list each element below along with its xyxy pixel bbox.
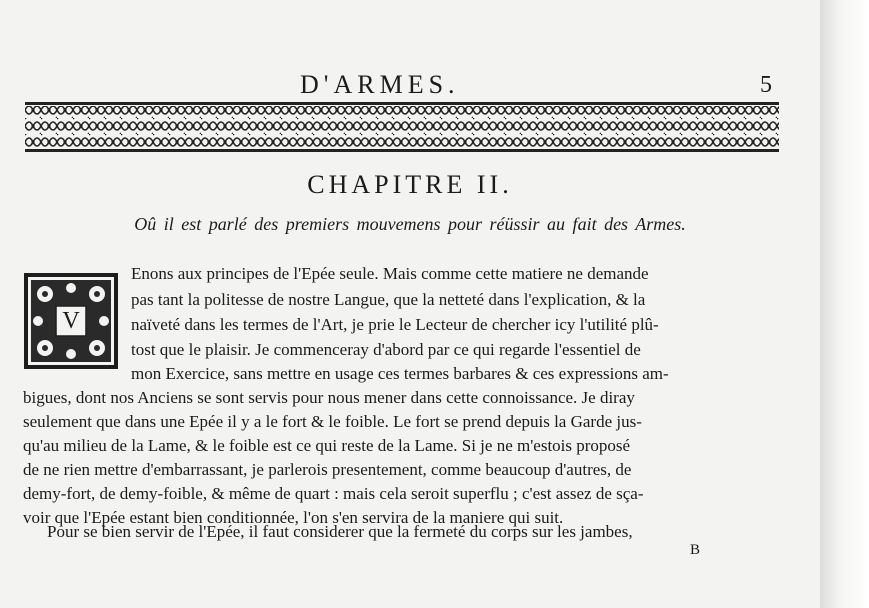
body-line-1: Enons aux principes de l'Epée seule. Mais comme cette matiere ne demande bbox=[131, 264, 649, 283]
body-line-6: bigues, dont nos Anciens se sont servis pour nous mener dans cette connoissance. Je diray bbox=[23, 388, 635, 407]
body-line-4: tost que le plaisir. Je commenceray d'abord par ce qui regarde l'essentiel de bbox=[131, 340, 641, 359]
body-line-2: pas tant la politesse de nostre Langue, que la netteté dans l'explication, & la bbox=[131, 290, 646, 309]
body-line-11: voir que l'Epée estant bien conditionnée, l'on s'en servira de la maniere qui suit. bbox=[23, 508, 564, 527]
body-line-12: Pour se bien servir de l'Epée, il faut considerer que la fermeté du corps sur les jambes, bbox=[47, 522, 633, 541]
body-line-7: seulement que dans une Epée il y a le fort & le foible. Le fort se prend depuis la Garde jus- bbox=[23, 412, 642, 431]
decorated-initial bbox=[23, 272, 119, 370]
body-line-9: de ne rien mettre d'embarrassant, je parlerois presentement, comme beaucoup d'autres, de bbox=[23, 460, 632, 479]
chapter-title: CHAPITRE II. bbox=[307, 170, 513, 199]
page-edge bbox=[820, 0, 869, 608]
catchword: B bbox=[690, 542, 701, 558]
body-line-8: qu'au milieu de la Lame, & le foible est ce qui reste de la Lame. Si je ne m'estois proposé bbox=[23, 436, 631, 455]
initial-ornament-frame bbox=[23, 272, 119, 370]
body-line-5: mon Exercice, sans mettre en usage ces termes barbares & ces expressions am- bbox=[131, 364, 669, 383]
drop-cap-letter: V bbox=[62, 307, 80, 334]
body-line-10: demy-fort, de demy-foible, & même de quart : mais cela seroit superflu ; c'est assez de sça- bbox=[23, 484, 644, 503]
chapter-subtitle: Oû il est parlé des premiers mouvemens pour réüssir au fait des Armes. bbox=[134, 214, 686, 234]
running-title: D'ARMES. bbox=[300, 70, 460, 99]
body-line-3: naïveté dans les termes de l'Art, je prie le Lecteur de chercher icy l'utilité plû- bbox=[131, 315, 659, 334]
page-number: 5 bbox=[760, 72, 772, 98]
ornamental-band bbox=[25, 102, 779, 152]
